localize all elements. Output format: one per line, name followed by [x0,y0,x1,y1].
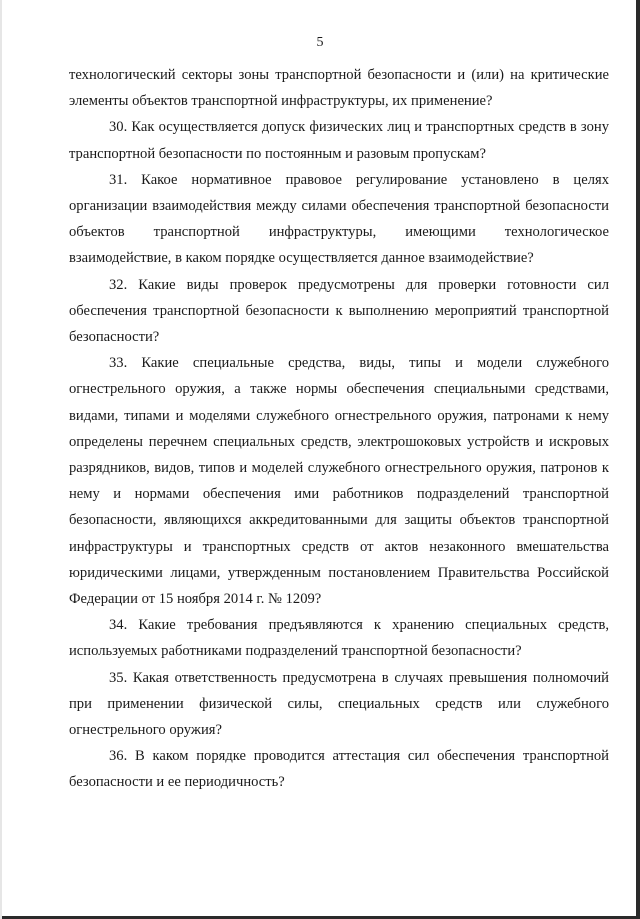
paragraph-continuation: технологический секторы зоны транспортной безопасности и (или) на критические элементы объектов транспортной инфраструктуры, их применение? [69,67,609,110]
question-34: 34. Какие требования предъявляются к хранению специальных средств, используемых работниками подразделений транспортной безопасности? [69,617,609,660]
question-35: 35. Какая ответственность предусмотрена в случаях превышения полномочий при применении физической силы, специальных средств или служебного огнестрельного оружия? [69,669,609,739]
question-30: 30. Как осуществляется допуск физических лиц и транспортных средств в зону транспортной безопасности по постоянным и разовым пропускам? [69,119,609,162]
question-33: 33. Какие специальные средства, виды, типы и модели служебного огнестрельного оружия, а также нормы обеспечения специальными средствами, видами, типами и моделями служебного огнестрельного оружия, патронами к нему определены перечнем специальных средств, электрошоковых устройств и искровых разрядников, видов, типов и моделей служебного огнестрельного оружия, патронов к нему и нормами обеспечения ими работников подразделений транспортной безопасности, являющихся аккредитованными для защиты объектов транспортной инфраструктуры и транспортных средств от актов незаконного вмешательства юридическими лицами, утвержденным постановлением Правительства Российской Федерации от 15 ноября 2014 г. № 1209? [69,355,609,608]
page-number: 5 [316,35,324,50]
question-36: 36. В каком порядке проводится аттестация сил обеспечения транспортной безопасности и ее периодичность? [69,748,609,791]
question-32: 32. Какие виды проверок предусмотрены для проверки готовности сил обеспечения транспортной безопасности к выполнению мероприятий транспортной безопасности? [69,276,609,346]
scan-edge [0,0,2,919]
document-body [69,62,609,796]
question-31: 31. Какое нормативное правовое регулирование установлено в целях организации взаимодействия между силами обеспечения транспортной безопасности объектов транспортной инфраструктуры, имеющими технологическое взаимодействие, в каком порядке осуществляется данное взаимодействие? [69,171,609,267]
